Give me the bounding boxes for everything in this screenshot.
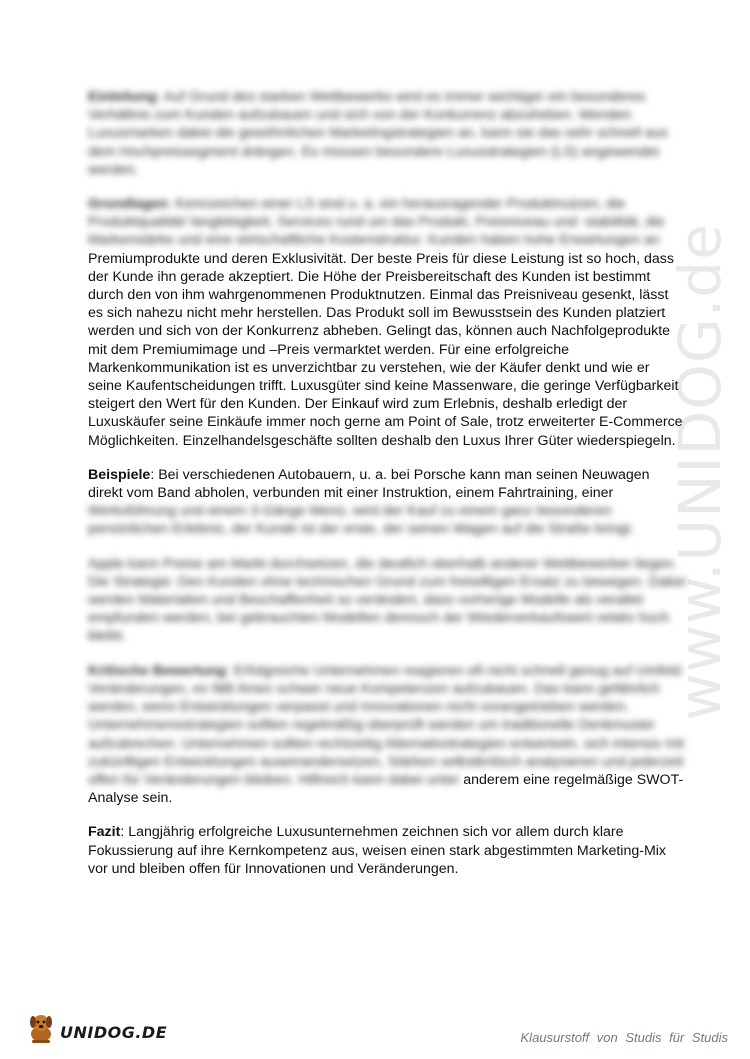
intro-paragraph [88, 88, 686, 179]
conclusion-text: : Langjährig erfolgreiche Luxusunternehmen zeichnen sich vor allem durch klare Fokussierung auf ihre Kernkompetenz aus, weisen einen stark abgestimmten Marketing-Mix vor und bleiben offen für Innovationen und Veränderungen. [88, 824, 667, 877]
footer-tagline: Klausurstoff von Studis für Studis [520, 1030, 728, 1045]
critique-heading: Kritische Bewertung [88, 662, 226, 679]
critique-paragraph [88, 662, 686, 808]
apple-text: Apple kann Preise am Markt durchsetzen, die deutlich oberhalb anderer Wettbewerber liegen. Die Strategie: Den Kunden ohne technischen Grund zum freiwilligen Ersatz zu bewegen. Dabei werden Materialien und Beschaffenheit so verändert, dass vorherige Modelle als veraltet empfunden werden, bei gebrauchten Modellen dennoch der Wiederverkaufswert relativ hoch bleibt. [88, 555, 686, 645]
conclusion-heading: Fazit [88, 824, 121, 841]
document-body [88, 88, 686, 894]
conclusion-paragraph [88, 823, 686, 878]
examples-text: : Bei verschiedenen Autobauern, u. a. bei Porsche kann man seinen Neuwagen direkt vom Band abholen, verbunden mit einer Instruktion, einem Fahrtraining, einer [88, 466, 650, 502]
critique-text: anderem eine regelmäßige SWOT-Analyse sein. [88, 771, 684, 807]
basics-blurred-text: : Kennzeichen einer LS sind u. a. ein herausragender Produktnutzen, die Produktqualität/ langlebigkeit, Services rund um das Produkt, Preisniveau und -stabilität, die Markenstärke und eine wirtschaftliche Kostenstruktur. Kunden haben hohe Erwartungen an [88, 196, 665, 249]
intro-heading: Einleitung [88, 89, 157, 105]
examples-blurred-text: Werksführung und einem 3-Gänge Menü, wird der Kauf zu einem ganz besonderen persönlichen Erlebnis, der Kunde ist der erste, der seinen Wagen auf die Straße bringt. [88, 503, 634, 538]
logo-text: UNIDOG.DE [60, 1022, 168, 1042]
unidog-logo [26, 1012, 167, 1044]
basics-heading: Grundlagen [88, 196, 168, 213]
apple-paragraph [88, 555, 686, 646]
examples-heading: Beispiele [88, 466, 151, 483]
basics-paragraph [88, 195, 686, 450]
critique-blurred-text: : Erfolgreiche Unternehmen reagieren oft nicht schnell genug auf Umfeld Veränderungen, es fällt ihnen schwer neue Kompetenzen aufzubauen. Das kann gefährlich werden, wenn Entwicklungen verpasst und Innovationen nicht vorangetrieben werden. Unternehmensstrategien sollten regelmäßig überprüft werden um traditionelle Denkmuster aufzubrechen. Unternehmen sollten rechtzeitig Alternativstrategien entwickeln, sich intensiv mit zukünftigen Entwicklungen auseinandersetzen, Stärken selbstkritisch analysieren und jederzeit offen für Veränderungen bleiben. Hilfreich kann dabei unter [88, 662, 685, 788]
examples-paragraph [88, 466, 686, 539]
basics-text: Premiumprodukte und deren Exklusivität. Der beste Preis für diese Leistung ist so hoch, dass der Kunde ihn gerade akzeptiert. Die Höhe der Preisbereitschaft des Kunden ist bestimmt durch den von ihm wahrgenommenen Produktnutzen. Einmal das Preisniveau gesenkt, lässt es sich nahezu nicht mehr herstellen. Das Produkt soll im Bewusstsein des Kunden platziert werden und sich von der Konkurrenz abheben. Gelingt das, können auch Nachfolgeprodukte mit dem Premiumimage und –Preis vermarktet werden. Für eine erfolgreiche Markenkommunikation ist es unverzichtbar zu verstehen, wie der Käufer denkt und wie er seine Kaufentscheidungen trifft. Luxusgüter sind keine Massenware, die geringe Verfügbarkeit steigert den Wert für den Kunden. Der Einkauf wird zum Erlebnis, deshalb erledigt der Luxuskäufer seine Einkäufe immer noch gerne am Point of Sale, trotz erweiterter E-Commerce Möglichkeiten. Einzelhandelsgeschäfte sollten deshalb den Luxus Ihrer Güter wiederspiegeln. [88, 250, 683, 449]
intro-text: : Auf Grund des starken Wettbewerbs wird es immer wichtiger ein besonderes Verhältnis zum Kunden aufzubauen und sich von der Konkurrenz abzuheben. Wenden Luxusmarken dabei die gewöhnlichen Marketingstrategien an, kann sie das sehr schnell aus dem Hochpreissegment drängen. Es müssen besondere Luxusstrategien (LS) angewendet werden. [88, 89, 668, 178]
dog-mascot-icon [26, 1012, 56, 1044]
watermark: www.UNIDOG.de [666, 223, 734, 721]
